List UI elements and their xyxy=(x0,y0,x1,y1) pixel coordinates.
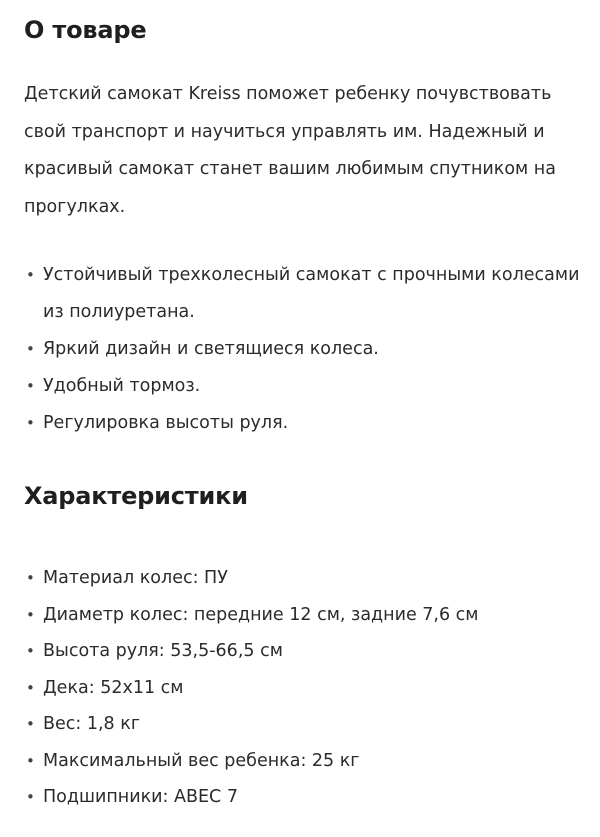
spec-text: Дека: 52x11 см xyxy=(43,677,184,698)
feature-text: Удобный тормоз. xyxy=(43,376,201,396)
bullet-icon: • xyxy=(26,377,35,395)
product-description: Детский самокат Kreiss поможет ребенку почувствовать свой транспорт и научиться управлять им. Надежный и красивый самокат станет вашим любимым спутником на прогулках. xyxy=(24,84,556,217)
bullet-icon: • xyxy=(26,414,35,432)
bullet-icon: • xyxy=(26,605,35,624)
spec-text: Материал колес: ПУ xyxy=(43,568,228,588)
feature-text: Устойчивый трехколесный самокат с прочными колесами из полиуретана. xyxy=(43,265,580,322)
feature-text: Яркий дизайн и светящиеся колеса. xyxy=(43,339,379,359)
features-list xyxy=(24,257,584,442)
bullet-icon: • xyxy=(26,788,35,806)
bullet-icon: • xyxy=(26,715,35,733)
bullet-icon: • xyxy=(26,266,35,284)
list-item xyxy=(24,743,584,780)
list-item xyxy=(24,597,584,634)
list-item xyxy=(24,560,584,597)
list-item xyxy=(24,257,584,331)
feature-text: Регулировка высоты руля. xyxy=(43,413,289,433)
list-item xyxy=(24,368,584,405)
spec-text: Максимальный вес ребенка: 25 кг xyxy=(43,750,360,771)
list-item xyxy=(24,706,584,743)
spec-text: Подшипники: ABEC 7 xyxy=(43,787,238,807)
about-section-title: О товаре xyxy=(24,16,147,44)
bullet-icon: • xyxy=(26,678,35,697)
list-item xyxy=(24,405,584,442)
specs-section-title: Характеристики xyxy=(24,482,248,510)
list-item xyxy=(24,779,584,816)
spec-text: Диаметр колес: передние 12 см, задние 7,6 см xyxy=(43,604,479,625)
bullet-icon: • xyxy=(26,642,35,660)
spec-text: Высота руля: 53,5-66,5 см xyxy=(43,641,283,661)
bullet-icon: • xyxy=(26,751,35,770)
bullet-icon: • xyxy=(26,340,35,358)
spec-text: Вес: 1,8 кг xyxy=(43,714,141,734)
specs-list xyxy=(24,560,584,816)
list-item xyxy=(24,633,584,670)
bullet-icon: • xyxy=(26,569,35,587)
list-item xyxy=(24,670,584,707)
list-item xyxy=(24,331,584,368)
